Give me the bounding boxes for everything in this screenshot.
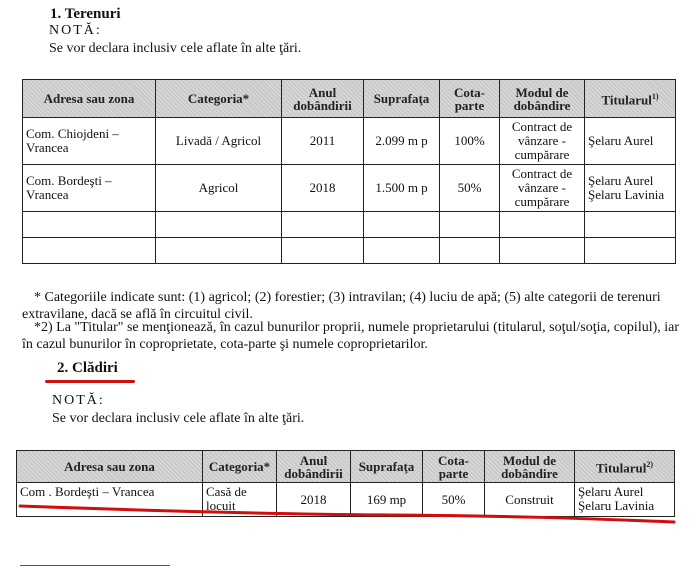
cell-empty [282,238,364,264]
cell-categoria: Agricol [156,165,282,212]
cell-empty [156,212,282,238]
col-header-anul: Anul dobândirii [277,451,351,483]
cell-suprafata: 1.500 m p [364,165,440,212]
cell-empty [364,212,440,238]
titular-footnote-ref: 1) [651,92,659,102]
cell-modul: Contract de vânzare - cumpărare [500,118,585,165]
cell-adresa: Com . Bordeşti – Vrancea [17,483,203,517]
cell-adresa: Com. Bordeşti – Vrancea [23,165,156,212]
cell-suprafata: 2.099 m p [364,118,440,165]
table-row [23,118,676,165]
cell-cota: 50% [423,483,485,517]
cell-categoria: Casă de locuit [203,483,277,517]
cell-empty [440,212,500,238]
col-header-titular [585,80,676,118]
col-header-cota: Cota-parte [440,80,500,118]
cell-categoria: Livadă / Agricol [156,118,282,165]
cell-anul: 2011 [282,118,364,165]
cell-empty [282,212,364,238]
cell-empty [440,238,500,264]
footnote-titular: *2) La "Titular" se menţionează, în cazul bunurilor proprii, numele proprietarului (titularul, soţul/soţia, copilul), iar în cazul bunurilor în coproprietate, cota-parte şi numele coproprietarilor. [22,320,680,352]
cell-empty [500,212,585,238]
cell-empty [23,212,156,238]
section-title-terenuri: 1. Terenuri [50,6,121,22]
col-header-suprafata: Suprafaţa [364,80,440,118]
cell-adresa: Com. Chiojdeni – Vrancea [23,118,156,165]
cell-cota: 100% [440,118,500,165]
table-row [23,238,676,264]
cell-empty [156,238,282,264]
col-header-titular-label: Titularul [595,460,647,476]
cell-cota: 50% [440,165,500,212]
table-header-row [17,451,675,483]
cell-modul: Contract de vânzare - cumpărare [500,165,585,212]
col-header-modul: Modul de dobândire [500,80,585,118]
cell-empty [364,238,440,264]
table-row [23,165,676,212]
red-underline-annotation [45,380,135,383]
cell-anul: 2018 [277,483,351,517]
nota-text: Se vor declara inclusiv cele aflate în alte ţări. [49,41,302,56]
nota-label: NOTĂ: [49,23,102,38]
cell-empty [585,238,676,264]
col-header-adresa: Adresa sau zona [23,80,156,118]
nota-label: NOTĂ: [52,393,105,408]
col-header-categoria: Categoria* [203,451,277,483]
cell-empty [585,212,676,238]
col-header-adresa: Adresa sau zona [17,451,203,483]
terenuri-table [22,79,676,264]
col-header-titular [575,451,675,483]
col-header-modul: Modul de dobândire [485,451,575,483]
cell-anul: 2018 [282,165,364,212]
section-title-cladiri: 2. Clădiri [57,360,118,376]
signature-line [20,565,170,566]
cell-titular: Şelaru Aurel [585,118,676,165]
cell-empty [23,238,156,264]
footnote-categorii: * Categoriile indicate sunt: (1) agricol; (2) forestier; (3) intravilan; (4) luciu de apă; (5) alte categorii de terenuri extravilane, dacă se află în circuitul civil. [22,290,661,322]
cell-empty [500,238,585,264]
cell-titular: Şelaru Aurel Şelaru Lavinia [575,483,675,517]
col-header-anul: Anul dobândirii [282,80,364,118]
col-header-titular-label: Titularul [601,92,652,108]
nota-text: Se vor declara inclusiv cele aflate în alte ţări. [52,411,305,426]
col-header-cota: Cota-parte [423,451,485,483]
cell-modul: Construit [485,483,575,517]
red-underline-annotation-row [10,500,690,528]
cell-titular: Şelaru Aurel Şelaru Lavinia [585,165,676,212]
col-header-suprafata: Suprafaţa [351,451,423,483]
col-header-categoria: Categoria* [156,80,282,118]
titular-footnote-ref: 2) [646,460,653,470]
cell-suprafata: 169 mp [351,483,423,517]
table-header-row [23,80,676,118]
table-row [23,212,676,238]
